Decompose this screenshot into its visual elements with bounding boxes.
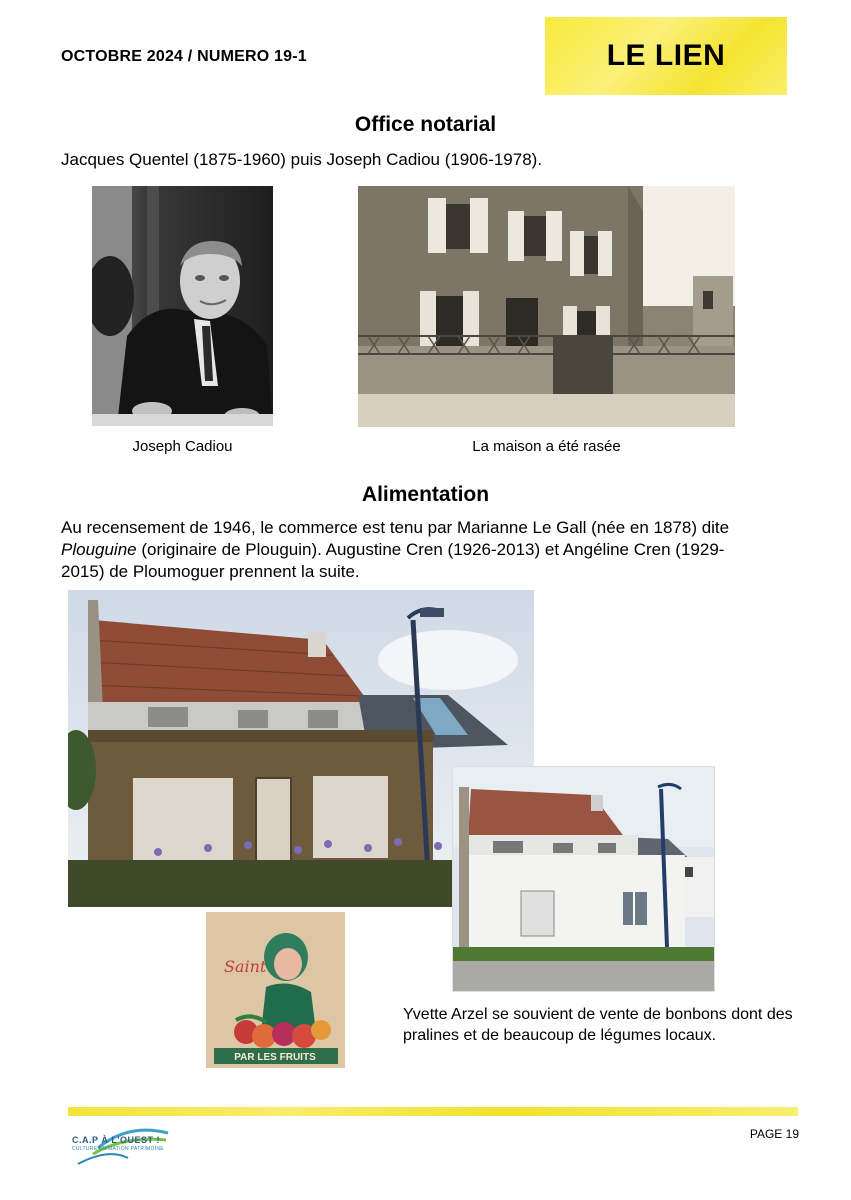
notary-house-photo — [358, 186, 735, 427]
logo-subtext: CULTURE ANIMATION PATRIMOINE — [72, 1146, 164, 1152]
fruit-bag-photo — [206, 912, 345, 1068]
section-title-office: Office notarial — [354, 113, 497, 136]
text-line-2: Plouguine (originaire de Plouguin). Augustine Cren (1926-2013) et Angéline Cren (1929- — [61, 540, 725, 559]
caption-house: La maison a été rasée — [472, 438, 621, 455]
plouguine-nickname: Plouguine — [61, 540, 137, 559]
bag-banner-text: PAR LES FRUITS — [234, 1052, 316, 1063]
yvette-quote: Yvette Arzel se souvient de vente de bonbons dont des pralines et de beaucoup de légumes locaux. — [403, 1006, 793, 1044]
section-text-alimentation — [61, 517, 801, 583]
publication-banner — [545, 17, 787, 95]
publication-title: LE LIEN — [606, 39, 726, 72]
footer-yellow-bar — [68, 1107, 798, 1116]
text-line-1: Au recensement de 1946, le commerce est tenu par Marianne Le Gall (née en 1878) dite — [61, 518, 730, 537]
caption-portrait: Joseph Cadiou — [132, 438, 233, 455]
issue-label: OCTOBRE 2024 / NUMERO 19-1 — [61, 48, 307, 65]
section-text-office: Jacques Quentel (1875-1960) puis Joseph Cadiou (1906-1978). — [61, 150, 543, 169]
svg-text:Saint: Saint — [224, 957, 267, 976]
logo-text: C.A.P À L'OUEST ! — [72, 1135, 160, 1145]
portrait-photo — [92, 186, 273, 426]
cap-logo — [68, 1118, 178, 1168]
section-title-alimentation: Alimentation — [361, 483, 490, 506]
text-line-3: 2015) de Ploumoguer prennent la suite. — [61, 562, 360, 581]
page-number: PAGE 19 — [749, 1127, 799, 1141]
shop-after-photo — [452, 766, 715, 992]
